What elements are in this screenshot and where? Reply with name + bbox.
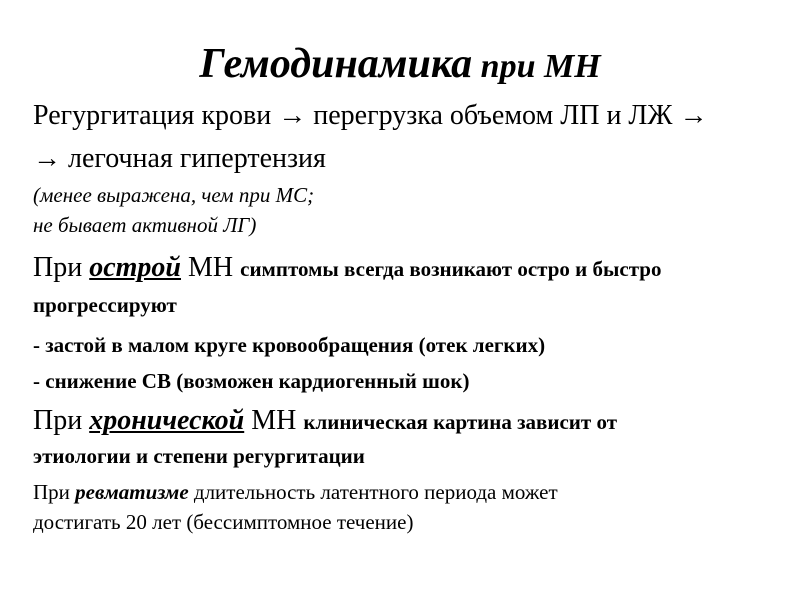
hemodynamics-note-1: (менее выражена, чем при МС; [33,183,315,207]
acute-rest: симптомы всегда возникают остро и быстро [240,257,662,281]
acute-keyword: острой [89,252,181,283]
rheumatism-rest: длительность латентного периода может [188,480,558,504]
hemodynamics-note-2: не бывает активной ЛГ) [33,213,257,237]
rheumatism-prefix: При [33,480,76,504]
acute-middle: МН [181,252,241,283]
rheumatism-keyword: ревматизме [75,480,189,504]
acute-bullet-2: - снижение СВ (возможен кардиогенный шок) [33,369,470,393]
rheumatism-line-2: достигать 20 лет (бессимптомное течение) [33,510,414,534]
chronic-line-2: этиологии и степени регургитации [33,444,365,468]
acute-heading [33,252,662,284]
slide-title [0,40,800,88]
acute-line-2: прогрессируют [33,293,177,317]
hemodynamics-line-2: → легочная гипертензия [33,143,326,174]
chronic-keyword: хронической [89,405,245,436]
chronic-middle: МН [244,405,304,436]
title-main: Гемодинамика [199,41,473,87]
title-suffix: при МН [472,48,601,85]
acute-prefix: При [33,252,90,283]
chronic-rest: клиническая картина зависит от [303,410,618,434]
chronic-prefix: При [33,405,90,436]
hemodynamics-line-1: Регургитация крови → перегрузка объемом ЛП и ЛЖ → [33,100,708,131]
acute-bullet-1: - застой в малом круге кровообращения (отек легких) [33,333,546,357]
rheumatism-heading [33,480,558,505]
chronic-heading [33,405,617,437]
